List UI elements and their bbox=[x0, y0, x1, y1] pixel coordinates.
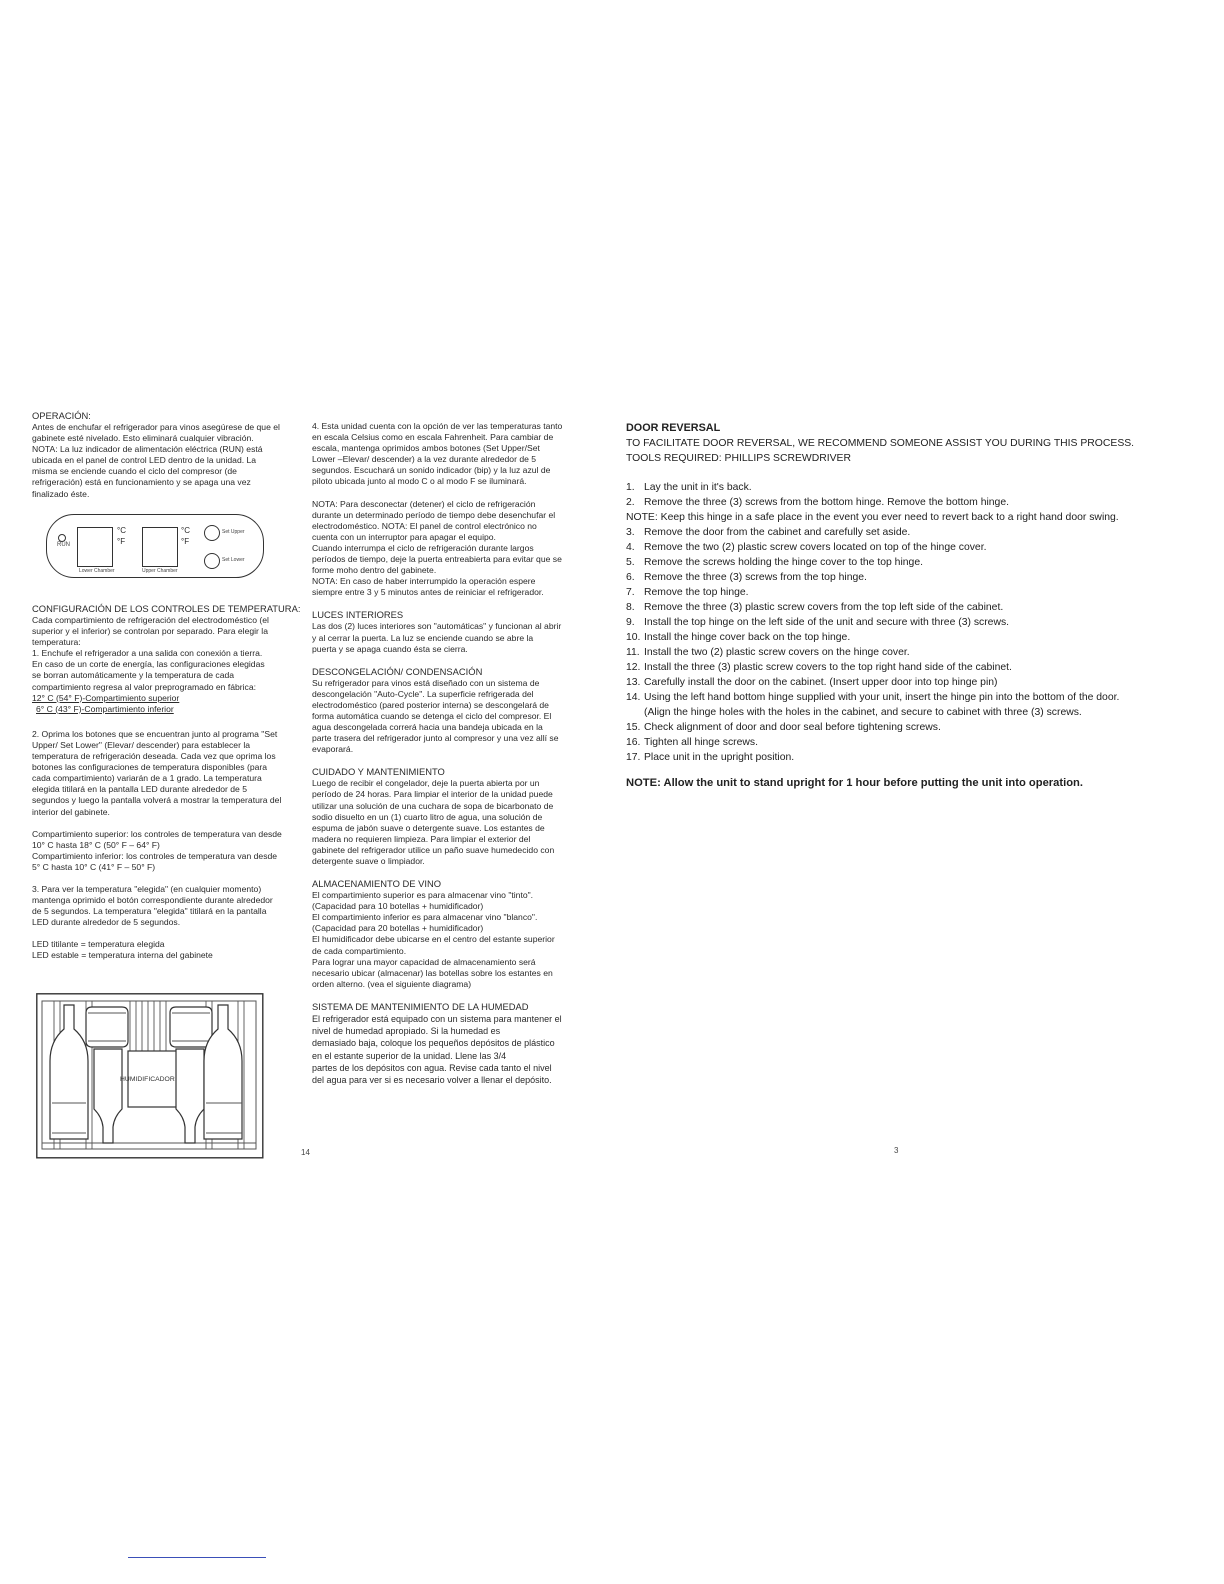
config-title: CONFIGURACIÓN DE LOS CONTROLES DE TEMPERATURA: bbox=[32, 603, 301, 614]
set-lower-label: Set Lower bbox=[222, 557, 245, 563]
recommend-text: TO FACILITATE DOOR REVERSAL, WE RECOMMEND SOMEONE ASSIST YOU DURING THIS PROCESS. bbox=[626, 438, 1135, 449]
list-item: 6. Remove the three (3) screws from the top hinge. bbox=[626, 572, 867, 583]
list-item: 14. Using the left hand bottom hinge supplied with your unit, insert the hinge pin into the bottom of the door. bbox=[626, 692, 1120, 703]
wine-storage-diagram bbox=[36, 993, 264, 1159]
para-4: 4. Esta unidad cuenta con la opción de ver las temperaturas tanto en escala Celsius como en escala Fahrenheit. Para cambiar de escala, mantenga oprimidos ambos botones (Set Upper/Set Lower –Elevar/ descender) a la vez durante alrededor de 5 segundos. Escuchará un sonido indicador (bip) y la luz azul de piloto ubicada junto al modo C o al modo F se iluminará. bbox=[312, 421, 563, 487]
page-number-left: 14 bbox=[301, 1148, 310, 1157]
run-indicator-icon bbox=[58, 534, 66, 542]
middle-column bbox=[312, 421, 592, 1086]
tools-required: TOOLS REQUIRED: PHILLIPS SCREWDRIVER bbox=[626, 453, 851, 464]
list-item: 13. Carefully install the door on the cabinet. (Insert upper door into top hinge pin) bbox=[626, 677, 998, 688]
final-note: NOTE: Allow the unit to stand upright for 1 hour before putting the unit into operation. bbox=[626, 777, 1083, 789]
lower-chamber-display bbox=[77, 527, 113, 567]
temperature-ranges: Compartimiento superior: los controles de temperatura van desde 10° C hasta 18° C (50° F – 64° F) Compartimiento inferior: los controles de temperatura van desde 5° C hasta 10° C (41° F – 50° F) bbox=[32, 828, 282, 872]
almacenamiento-title: ALMACENAMIENTO DE VINO bbox=[312, 878, 442, 890]
hinge-note: NOTE: Keep this hinge in a safe place in the event you ever need to revert back to a right hand door swing. bbox=[626, 512, 1119, 523]
list-item: 9. Install the top hinge on the left side of the unit and secure with three (3) screws. bbox=[626, 617, 1010, 628]
operacion-text: Antes de enchufar el refrigerador para vinos asegúrese de que el gabinete esté nivelado. Esto eliminará cualquier vibración. NOTA: La luz indicador de alimentación eléctrica (RUN) está ubicada en el panel de control LED dentro de la unidad. La misma se enciende cuando el ciclo del compresor (de refrigeración) está en funcionamiento y se apaga una vez finalizado éste. bbox=[32, 422, 280, 499]
luces-title: LUCES INTERIORES bbox=[312, 609, 404, 621]
humidifier-label: HUMIDIFICADOR bbox=[120, 1076, 175, 1083]
factory-upper: 12° C (54° F)-Compartimiento superior bbox=[32, 692, 180, 703]
left-column bbox=[32, 410, 308, 500]
lower-chamber-label: Lower Chamber bbox=[79, 568, 115, 574]
steps-list bbox=[626, 480, 1186, 510]
cuidado-title: CUIDADO Y MANTENIMIENTO bbox=[312, 766, 445, 778]
descongelacion-title: DESCONGELACIÓN/ CONDENSACIÓN bbox=[312, 665, 483, 677]
para-3: 3. Para ver la temperatura "elegida" (en cualquier momento) mantenga oprimido el botón correspondiente durante alrededor de 5 segundos. La temperatura "elegida" titilará en la pantalla LED durante alrededor de 5 segundos. bbox=[32, 883, 273, 928]
run-label: RUN bbox=[57, 542, 70, 548]
luces-text: Las dos (2) luces interiores son "automáticas" y funcionan al abrir y al cerrar la puerta. La luz se enciende cuando se abre la puerta y se apaga cuando ésta se cierra. bbox=[312, 621, 562, 654]
list-item: 12. Install the three (3) plastic screw covers to the top right hand side of the cabinet. bbox=[626, 662, 1012, 673]
descongelacion-text: Su refrigerador para vinos está diseñado con un sistema de descongelación "Auto-Cycle". La superficie refrigerada del electrodoméstico (pared posterior interna) se descongelará de forma automática cuando se detenga el ciclo del compresor. El agua descongelada correrá hacia una bandeja ubicada en la parte trasera del refrigerador junto al compresor y una vez allí se evaporará. bbox=[312, 677, 559, 755]
config-section bbox=[32, 603, 308, 962]
list-item: 5. Remove the screws holding the hinge cover to the top hinge. bbox=[626, 557, 923, 568]
list-item: 16. Tighten all hinge screws. bbox=[626, 737, 758, 748]
list-item: 8. Remove the three (3) plastic screw covers from the top left side of the cabinet. bbox=[626, 602, 1004, 613]
list-item: 2. Remove the three (3) screws from the bottom hinge. Remove the bottom hinge. bbox=[626, 497, 1010, 508]
control-panel-diagram bbox=[46, 514, 264, 578]
config-text: Cada compartimiento de refrigeración del electrodoméstico (el superior y el inferior) se controlan por separado. Para elegir la temperatura: 1. Enchufe el refrigerador a una salida con conexión a tierra. En caso de un corte de energía, las configuraciones elegidas se borran automáticamente y la temperatura de cada compartimiento regresa al valor preprogramado en fábrica: bbox=[32, 615, 269, 692]
list-item: 3. Remove the door from the cabinet and carefully set aside. bbox=[626, 527, 911, 538]
upper-chamber-label: Upper Chamber bbox=[142, 568, 178, 574]
steps-list-continued bbox=[626, 525, 1186, 765]
led-legend: LED titilante = temperatura elegida LED estable = temperatura interna del gabinete bbox=[32, 939, 213, 961]
almacenamiento-text: El compartimiento superior es para almacenar vino "tinto". (Capacidad para 10 botellas + humidificador) El compartimiento inferior es para almacenar vino "blanco". (Capacidad para 20 botellas + humidificador) El humidificador debe ubicarse en el centro del estante superior de cada compartimiento. Para lograr una mayor capacidad de almacenamiento será necesario ubicar (almacenar) las botellas sobre los estantes en orden alterno. (vea el siguiente diagrama) bbox=[312, 890, 555, 989]
set-upper-label: Set Upper bbox=[222, 529, 245, 535]
page-number-right: 3 bbox=[894, 1146, 899, 1155]
para-2: 2. Oprima los botones que se encuentran junto al programa "Set Upper/ Set Lower" (Elevar/ descender) para establecer la temperatura de refrigeración deseada. Cada vez que oprima los botones las configuraciones de temperatura disponibles (para cada compartimiento) variarán de a 1 grado. La temperatura elegida titilará en la pantalla LED durante alrededor de 5 segundos y luego la pantalla volverá a mostrar la temperatura del interior del gabinete. bbox=[32, 728, 282, 817]
list-item: 4. Remove the two (2) plastic screw covers located on top of the hinge cover. bbox=[626, 542, 987, 553]
list-item: 1. Lay the unit in it's back. bbox=[626, 482, 752, 493]
bottom-rule bbox=[128, 1557, 266, 1558]
humedad-title: SISTEMA DE MANTENIMIENTO DE LA HUMEDAD bbox=[312, 1000, 529, 1012]
list-item: 11. Install the two (2) plastic screw covers on the hinge cover. bbox=[626, 647, 910, 658]
list-item-continuation: (Align the hinge holes with the holes in the cabinet, and secure to cabinet with three (3) screws. bbox=[644, 707, 1082, 718]
unit-celsius-upper: °C bbox=[181, 526, 190, 535]
nota-block: NOTA: Para desconectar (detener) el ciclo de refrigeración durante un determinado período de tiempo debe desenchufar el electrodoméstico. NOTA: El panel de control electrónico no cuenta con un interruptor para apagar el equipo. Cuando interrumpa el ciclo de refrigeración durante largos períodos de tiempo, deje la puerta entreabierta para evitar que se forme moho dentro del gabinete. NOTA: En caso de haber interrumpido la operación espere siempre entre 3 y 5 minutos antes de reiniciar el refrigerador. bbox=[312, 498, 562, 598]
list-item: 17. Place unit in the upright position. bbox=[626, 752, 795, 763]
unit-fahrenheit-upper: °F bbox=[181, 537, 190, 546]
list-item: 10. Install the hinge cover back on the top hinge. bbox=[626, 632, 851, 643]
unit-fahrenheit-lower: °F bbox=[117, 537, 126, 546]
upper-chamber-display bbox=[142, 527, 178, 567]
humedad-text: El refrigerador está equipado con un sistema para mantener el nivel de humedad apropiado. Si la humedad es demasiado baja, coloque los pequeños depósitos de plástico en el estante superior de la unidad. Llene las 3/4 partes de los depósitos con agua. Revise cada tanto el nivel del agua para ver si es necesario volver a llenar el depósito. bbox=[312, 1013, 562, 1085]
factory-lower: 6° C (43° F)-Compartimiento inferior bbox=[36, 703, 174, 714]
list-item: 7. Remove the top hinge. bbox=[626, 587, 749, 598]
unit-celsius-lower: °C bbox=[117, 526, 126, 535]
door-reversal-title: DOOR REVERSAL bbox=[626, 422, 721, 434]
set-lower-button-icon bbox=[204, 553, 220, 569]
door-reversal-section bbox=[626, 421, 1186, 791]
list-item: 15. Check alignment of door and door seal before tightening screws. bbox=[626, 722, 941, 733]
set-upper-button-icon bbox=[204, 525, 220, 541]
cuidado-text: Luego de recibir el congelador, deje la puerta abierta por un período de 24 horas. Para limpiar el interior de la unidad puede utilizar una solución de una cuchara de sopa de bicarbonato de sodio disuelto en un (1) cuarto litro de agua, una solución de espuma de jabón suave o detergente suave. Los estantes de madera no requieren limpieza. Para limpiar el exterior del gabinete del refrigerador utilice un paño suave humedecido con detergente suave o limpiador. bbox=[312, 778, 555, 866]
operacion-title: OPERACIÓN: bbox=[32, 410, 91, 421]
